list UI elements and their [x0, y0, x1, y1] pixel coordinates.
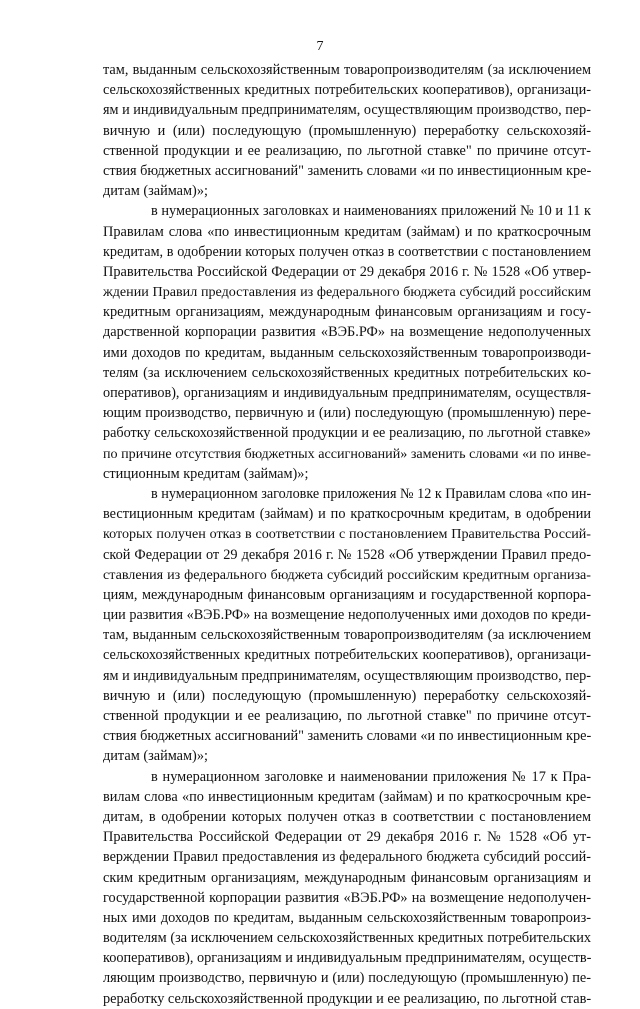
text-line: там, выданным сельскохозяйственным товаропроизводителям (за исключением: [103, 627, 591, 644]
text-line: Правительства Российской Федерации от 29 декабря 2016 г. № 1528 «Об ут-: [103, 829, 591, 846]
text-line: там, выданным сельскохозяйственным товаропроизводителям (за исключением: [103, 62, 591, 78]
text-line: ствия бюджетных ассигнований" заменить словами «и по инвестиционным кре-: [103, 162, 592, 179]
text-line: реработку сельскохозяйственной продукции и ее реализацию, по льготной став-: [103, 990, 592, 1007]
text-line: по причине отсутствия бюджетных ассигнований» заменить словами «и по инве-: [103, 445, 591, 462]
text-line: водителям (за исключением сельскохозяйственных кредитных потребительских: [103, 930, 591, 947]
text-line: Правительства Российской Федерации от 29 декабря 2016 г. № 1528 «Об утвер-: [103, 263, 591, 280]
text-line: ским кредитным организациям, международным финансовым организациям и: [103, 869, 591, 886]
text-line: дитам (займам)»;: [103, 183, 208, 200]
text-line: сельскохозяйственных кредитных потребительских кооперативов), организаци-: [103, 647, 591, 664]
text-line: работку сельскохозяйственной продукции и ее реализацию, по льготной ставке»: [103, 425, 591, 442]
text-line: ям и индивидуальным предпринимателям, осуществляющим производство, пер-: [103, 102, 591, 119]
text-line: ждении Правил предоставления из федерального бюджета субсидий российским: [103, 284, 591, 301]
text-line: в нумерационных заголовках и наименованиях приложений № 10 и 11 к: [151, 203, 591, 220]
text-line: вичную и (или) последующую (промышленную) переработку сельскохозяй-: [103, 122, 591, 139]
text-line: кооперативов), организациям и индивидуальным предпринимателям, осуществ-: [103, 950, 592, 967]
text-line: циям, международным финансовым организациям и государственной корпора-: [103, 586, 591, 603]
text-line: ляющим производство, первичную и (или) последующую (промышленную) пе-: [103, 970, 591, 987]
text-line: ской Федерации от 29 декабря 2016 г. № 1528 «Об утверждении Правил предо-: [103, 546, 591, 563]
text-line: вичную и (или) последующую (промышленную) переработку сельскохозяй-: [103, 687, 591, 704]
text-line: ственной продукции и ее реализацию, по льготной ставке" по причине отсут-: [103, 708, 591, 724]
text-line: сельскохозяйственных кредитных потребительских кооперативов), организаци-: [103, 82, 591, 99]
text-line: вестиционным кредитам (займам) и по краткосрочным кредитам, в одобрении: [103, 506, 591, 523]
text-line: в нумерационном заголовке и наименовании приложения № 17 к Пра-: [151, 768, 591, 785]
text-line: дарственной корпорации развития «ВЭБ.РФ» на возмещение недополученных: [103, 324, 591, 341]
page-number: 7: [316, 39, 324, 54]
body-text: [103, 60, 591, 1009]
text-line: кредитным организациям, международным финансовым организациям и госу-: [103, 304, 591, 321]
text-line: оперативов), организациям и индивидуальным предпринимателям, осуществля-: [103, 385, 591, 401]
text-line: стиционным кредитам (займам)»;: [103, 465, 309, 482]
text-line: ям и индивидуальным предпринимателям, осуществляющим производство, пер-: [103, 667, 591, 684]
text-line: ственной продукции и ее реализацию, по льготной ставке" по причине отсут-: [103, 142, 591, 159]
text-line: дитам, в одобрении которых получен отказ в соответствии с постановлением: [103, 808, 591, 825]
text-line: кредитам, в одобрении которых получен отказ в соответствии с постановлением: [103, 243, 591, 260]
text-line: ных ими доходов по кредитам, выданным сельскохозяйственным товаропроиз-: [103, 909, 591, 926]
text-line: верждении Правил предоставления из федерального бюджета субсидий россий-: [103, 849, 591, 866]
text-line: Правилам слова «по инвестиционным кредитам (займам) и по краткосрочным: [103, 223, 591, 240]
text-line: ющим производство, первичную и (или) последующую (промышленную) пере-: [103, 405, 591, 422]
text-line: вилам слова «по инвестиционным кредитам (займам) и по краткосрочным кре-: [103, 788, 591, 805]
text-line: которых получен отказ в соответствии с постановлением Правительства Россий-: [103, 526, 591, 543]
text-line: ставления из федерального бюджета субсидий российским кредитным организа-: [103, 566, 591, 583]
text-line: ими доходов по кредитам, выданным сельскохозяйственным товаропроизводи-: [103, 344, 591, 361]
text-line: дитам (займам)»;: [103, 748, 208, 765]
text-line: ции развития «ВЭБ.РФ» на возмещение недополученных ими доходов по креди-: [103, 607, 591, 624]
text-line: в нумерационном заголовке приложения № 12 к Правилам слова «по ин-: [151, 485, 592, 502]
text-line: ствия бюджетных ассигнований" заменить словами «и по инвестиционным кре-: [103, 728, 592, 745]
text-line: телям (за исключением сельскохозяйственных кредитных потребительских ко-: [103, 364, 591, 381]
text-line: государственной корпорации развития «ВЭБ.РФ» на возмещение недополучен-: [103, 889, 591, 906]
